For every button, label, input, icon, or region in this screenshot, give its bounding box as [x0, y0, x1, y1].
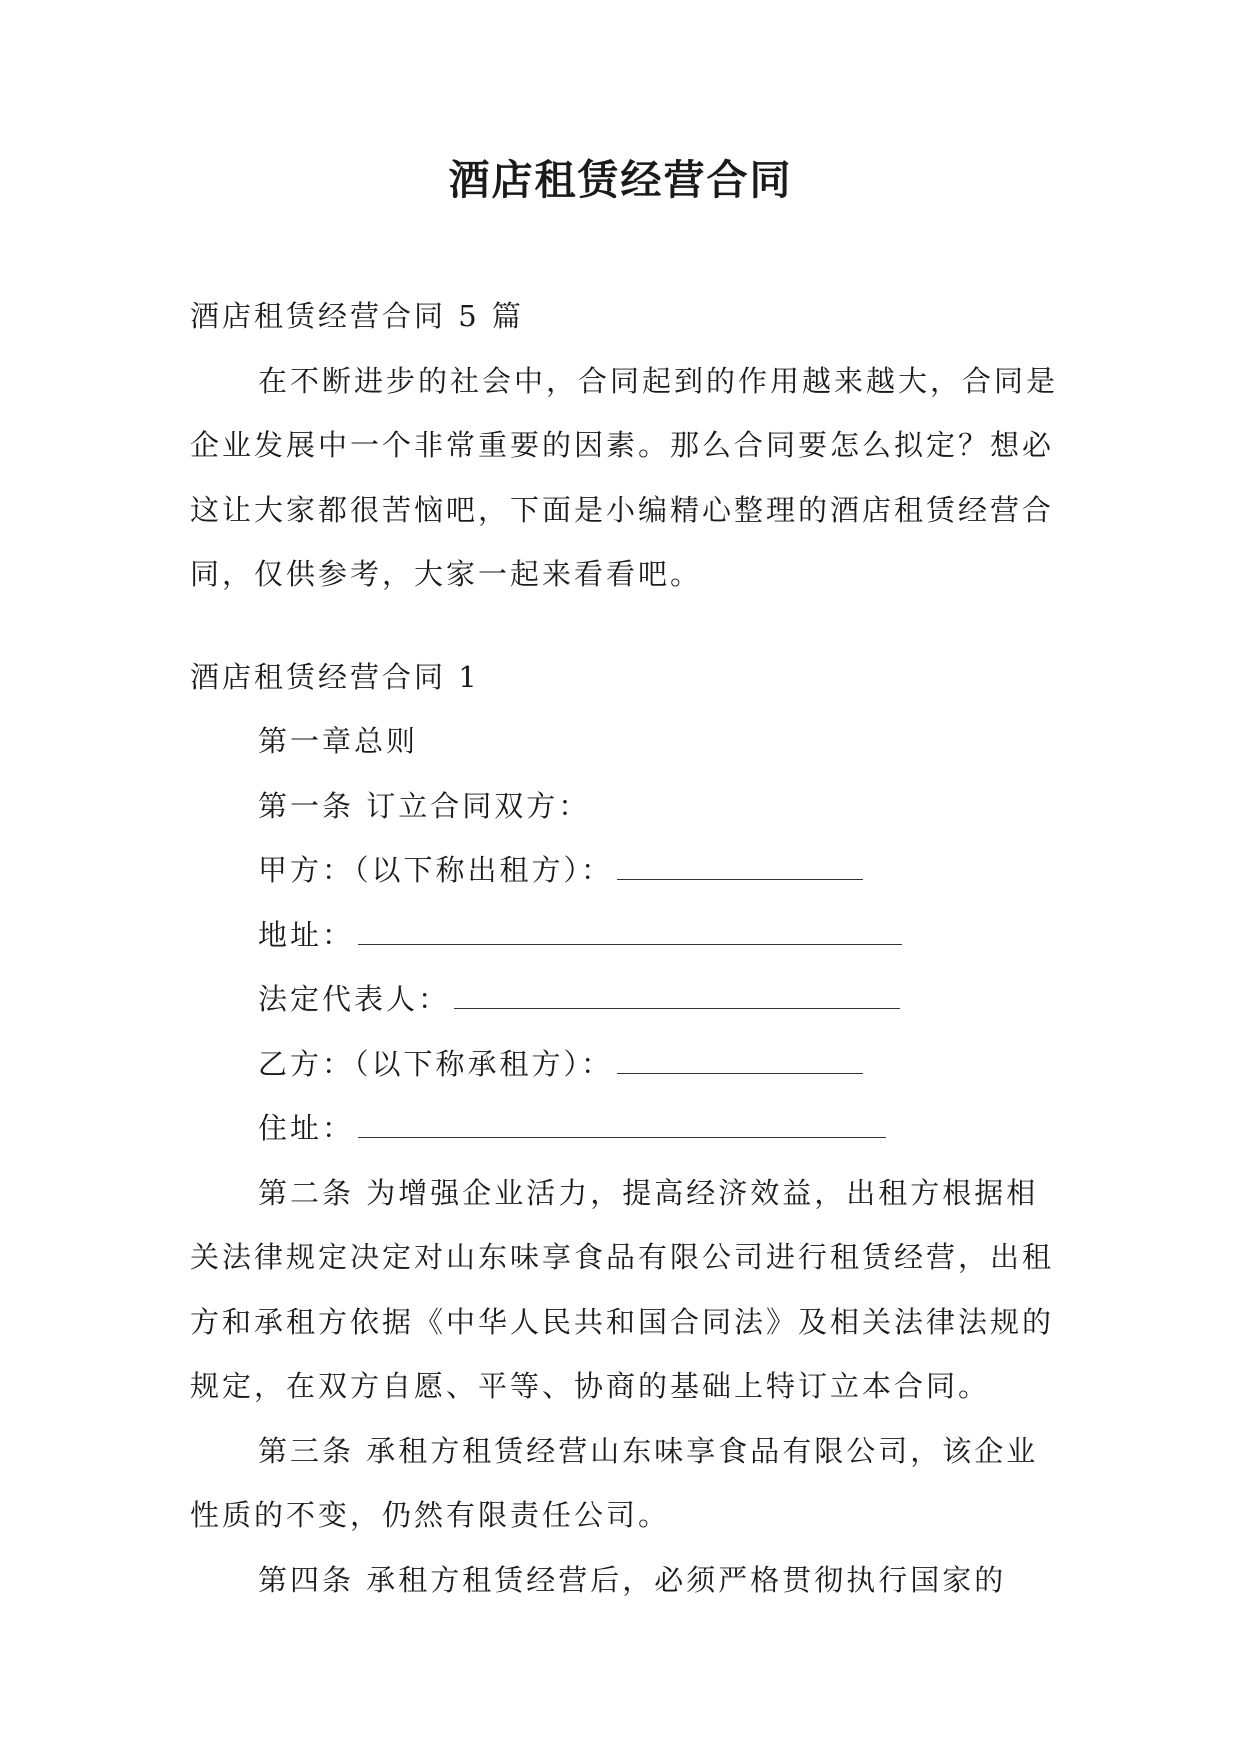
- document-title: 酒店租赁经营合同: [448, 156, 793, 204]
- residence-blank: [358, 1115, 886, 1138]
- chapter-heading: 第一章总则: [258, 724, 419, 758]
- legal-rep-label: 法定代表人：: [258, 982, 451, 1016]
- article-3: 第三条 承租方租赁经营山东味享食品有限公司，该企业性质的不变，仍然有限责任公司。: [190, 1433, 1039, 1532]
- address-row: [190, 903, 1060, 968]
- document-body: [190, 284, 1060, 1612]
- document-subtitle: 酒店租赁经营合同 5 篇: [190, 299, 524, 333]
- legal-rep-row: [190, 967, 1060, 1032]
- party-a-row: [190, 838, 1060, 903]
- section-heading: 酒店租赁经营合同 1: [190, 659, 480, 694]
- party-b-row: [190, 1032, 1060, 1097]
- legal-rep-blank: [454, 986, 900, 1009]
- residence-label: 住址：: [258, 1111, 355, 1145]
- residence-row: [190, 1096, 1060, 1161]
- party-a-blank: [617, 857, 863, 880]
- address-blank: [358, 922, 902, 945]
- party-b-blank: [617, 1051, 863, 1074]
- address-label: 地址：: [258, 917, 355, 952]
- article-4: 第四条 承租方租赁经营后，必须严格贯彻执行国家的: [258, 1562, 1007, 1597]
- intro-paragraph: 在不断进步的社会中，合同起到的作用越来越大，合同是企业发展中一个非常重要的因素。那么合同要怎么拟定？想必这让大家都很苦恼吧，下面是小编精心整理的酒店租赁经营合同，仅供参考，大家一起来看看吧。: [190, 363, 1059, 591]
- article-1: 第一条 订立合同双方：: [258, 788, 591, 823]
- article-2: 第二条 为增强企业活力，提高经济效益，出租方根据相关法律规定决定对山东味享食品有限公司进行租赁经营，出租方和承租方依据《中华人民共和国合同法》及相关法律法规的规定，在双方自愿、平等、协商的基础上特订立本合同。: [190, 1175, 1055, 1403]
- party-b-label: 乙方：（以下称承租方）：: [258, 1046, 614, 1081]
- party-a-label: 甲方：（以下称出租方）：: [258, 853, 614, 887]
